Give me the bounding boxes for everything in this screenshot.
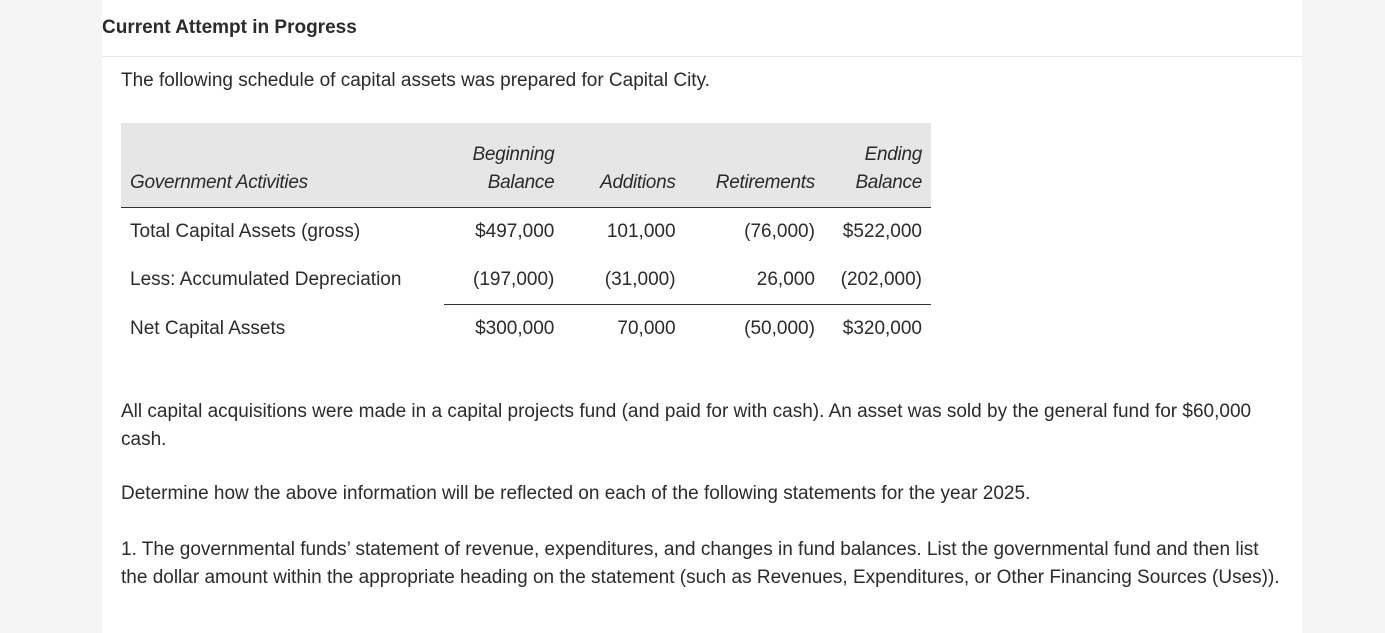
table-row <box>121 305 931 354</box>
cell-ending: (202,000) <box>824 256 931 305</box>
cell-additions: 101,000 <box>606 221 676 242</box>
question-part-1: 1. The governmental funds’ statement of revenue, expenditures, and changes in fund balances. List the governmental fund and then list the dollar amount within the appropriate heading on the statement (such as Revenues, Expenditures, or Other Financing Sources (Uses)). <box>121 539 1280 588</box>
header-ending-balance <box>824 123 931 208</box>
header-beginning-line2: Balance <box>487 172 555 193</box>
cell-additions: (31,000) <box>563 256 684 305</box>
table-row <box>121 256 931 305</box>
cell-additions: 70,000 <box>617 318 676 339</box>
table-row <box>121 208 931 257</box>
header-ending-line2: Balance <box>855 172 922 193</box>
header-additions: Additions <box>563 123 684 208</box>
cell-ending: $522,000 <box>842 221 922 242</box>
cell-retirements: (76,000) <box>744 221 815 242</box>
instruction-text: Determine how the above information will be reflected on each of the following statements for the year 2025. <box>121 483 1031 504</box>
cell-beginning: $497,000 <box>475 221 555 242</box>
capital-assets-schedule-table <box>121 123 931 353</box>
header-retirements: Retirements <box>685 123 824 208</box>
header-government-activities: Government Activities <box>121 123 444 208</box>
header-ending-line1: Ending <box>864 144 922 165</box>
question-intro: The following schedule of capital assets was prepared for Capital City. <box>121 70 710 91</box>
header-beginning-line1: Beginning <box>472 144 555 165</box>
cell-retirements: 26,000 <box>685 256 824 305</box>
row-label: Net Capital Assets <box>130 317 286 339</box>
question-panel <box>102 0 1302 633</box>
cell-retirements: (50,000) <box>744 318 815 339</box>
cell-ending: $320,000 <box>842 318 922 339</box>
row-label: Less: Accumulated Depreciation <box>130 269 402 291</box>
table-header-row <box>121 123 931 208</box>
attempt-status-title: Current Attempt in Progress <box>102 17 357 38</box>
row-label: Total Capital Assets (gross) <box>130 221 361 242</box>
attempt-header <box>102 0 1302 57</box>
header-beginning-balance <box>444 123 563 208</box>
cell-beginning: $300,000 <box>475 318 555 339</box>
acquisition-note: All capital acquisitions were made in a capital projects fund (and paid for with cash). An asset was sold by the general fund for $60,000 cash. <box>121 401 1252 450</box>
cell-beginning: (197,000) <box>444 256 563 305</box>
